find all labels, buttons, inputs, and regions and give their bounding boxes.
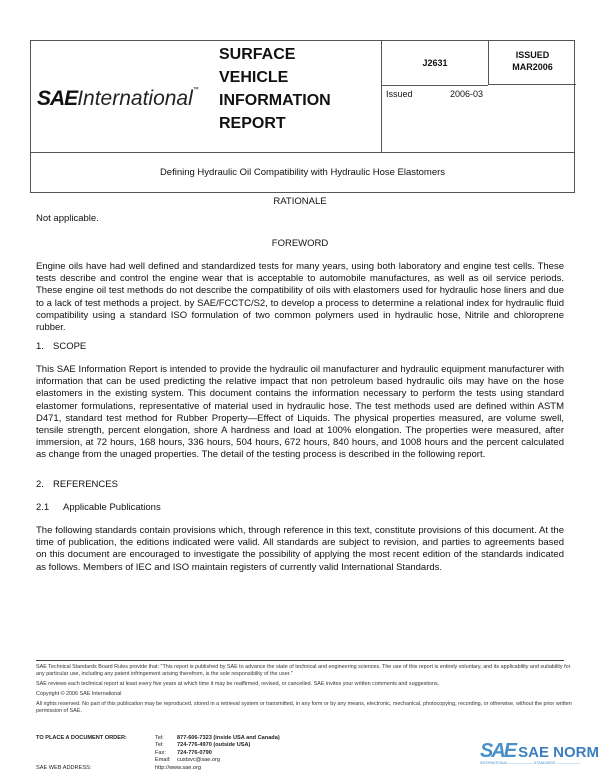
header-top-row — [31, 41, 574, 153]
applicable-paragraph: The following standards contain provisions which, through reference in this text, constitute provisions of this document. At the time of publication, the editions indicated were valid. All standards are subject to revision, and parties to agreements based on this document are encouraged to investigate the possibility of applying the most recent edition of the standards indicated as follows. Members of IEC and ISO maintain registers of currently valid International Standards. — [36, 525, 564, 573]
copyright: Copyright © 2006 SAE International — [36, 691, 122, 697]
status-label: ISSUED — [515, 50, 550, 60]
review-notice: SAE reviews each technical report at least every five years at which time it may be reaffirmed, revised, or cancelled. SAE invites your written comments and suggestions. — [36, 681, 440, 687]
section-title: REFERENCES — [53, 479, 118, 490]
logo-international: International — [77, 87, 193, 110]
contact-label: Tel: — [155, 742, 164, 749]
subsection-title: Applicable Publications — [63, 502, 161, 513]
section-scope-heading — [36, 341, 86, 352]
foreword-heading: FOREWORD — [271, 238, 329, 249]
watermark-text: SAE NORM — [518, 744, 599, 761]
subsection-number: 2.1 — [36, 502, 50, 513]
document-meta — [381, 41, 576, 152]
email-link[interactable]: custsvc@sae.org — [177, 757, 220, 764]
contact-value: 877-606-7323 (inside USA and Canada) — [177, 735, 280, 741]
document-title: Defining Hydraulic Oil Compatibility with Hydraulic Hose Elastomers — [159, 167, 446, 178]
document-type — [219, 43, 331, 135]
sae-mark-icon: SAE — [480, 740, 516, 762]
subsection-applicable-heading — [36, 502, 161, 513]
doc-type-line: REPORT — [219, 115, 286, 132]
section-title: SCOPE — [53, 341, 87, 352]
issue-status — [488, 41, 576, 85]
foreword-paragraph: Engine oils have had well defined and standardized tests for many years, using both laboratory and engine test cells. These tests describe and control the engine wear that is acceptable to automobile manufactures, as well as oil service periods. These engine oil test methods do not describe the compatibility of oils with elastomers used for hydraulic hose liners and due to a lack of test methods a project. by SAE/FCCTC/S2, to develop a process to determine a relational index for hydraulic fluid compatibility using a standard ISO formulation of two common polymers used in hydraulic hose, Nitrile and chloroprene rubber. — [36, 261, 564, 334]
web-label: SAE WEB ADDRESS: — [36, 764, 92, 771]
rationale-text: Not applicable. — [36, 213, 99, 224]
watermark-subtext: INTERNATIONAL ——————— STANDARDS ——————— — [480, 761, 581, 765]
section-references-heading — [36, 479, 118, 490]
contact-label: Email: — [155, 757, 171, 764]
contact-label: Tel: — [155, 735, 164, 741]
section-number: 2. — [36, 479, 44, 490]
issued-date: 2006-03 — [450, 89, 484, 99]
web-address-link[interactable]: http://www.sae.org — [155, 764, 202, 771]
contact-label: Fax: — [155, 749, 166, 756]
scope-paragraph: This SAE Information Report is intended to provide the hydraulic oil manufacturer and hydraulic equipment manufacturer with information that can be used predicting the relative impact that non petroleum based hydraulic oils may have on the hose elastomers in the existing system. This document contains the information necessary to perform the tests using standard elastomer formulations, representative of material used in hydraulic hose. The test methods used are defined within ASTM D471, standard test method for Rubber Property—Effect of Liquids. The physical properties measured, are volume swell, tensile strength, percent elongation, shore A hardness and load at 100% elongation. The properties were measured, after immersion, at 72 hours, 168 hours, 336 hours, 504 hours, 672 hours, 840 hours, and 1008 hours and the percent calculated as change from the unaged properties. The detail of the testing process is described in the following report. — [36, 364, 564, 461]
sae-norm-watermark — [480, 740, 599, 765]
order-info — [36, 735, 280, 772]
issued-line — [386, 89, 483, 99]
document-header — [30, 40, 575, 193]
rationale-heading: RATIONALE — [273, 196, 327, 207]
document-number: J2631 — [382, 41, 488, 86]
footer-divider — [36, 660, 564, 661]
doc-type-line: VEHICLE — [219, 69, 289, 86]
trademark-symbol: ™ — [192, 87, 199, 93]
contact-value: 724-776-4970 (outside USA) — [177, 742, 251, 749]
issued-label: Issued — [386, 89, 413, 99]
logo-sae: SAE — [37, 87, 78, 110]
order-label: TO PLACE A DOCUMENT ORDER: — [36, 735, 127, 741]
section-number: 1. — [36, 341, 44, 352]
sae-international-logo — [37, 87, 199, 111]
contact-value: 724-776-0790 — [177, 749, 212, 756]
status-date: MAR2006 — [512, 62, 553, 72]
doc-type-line: INFORMATION — [219, 92, 331, 109]
rights-notice: All rights reserved. No part of this publication may be reproduced, stored in a retrieval system or transmitted, in any form or by any means, electronic, mechanical, photocopying, recording, or otherwise, without the prior written permission of SAE. — [36, 701, 572, 714]
doc-type-line: SURFACE — [219, 46, 296, 63]
rules-notice: SAE Technical Standards Board Rules provide that: "This report is published by SAE to advance the state of technical and engineering sciences. The use of this report is entirely voluntary, and its applicability and suitability for any particular use, including any patent infringement arising therefrom, is the sole responsibility of the user." — [36, 664, 571, 677]
